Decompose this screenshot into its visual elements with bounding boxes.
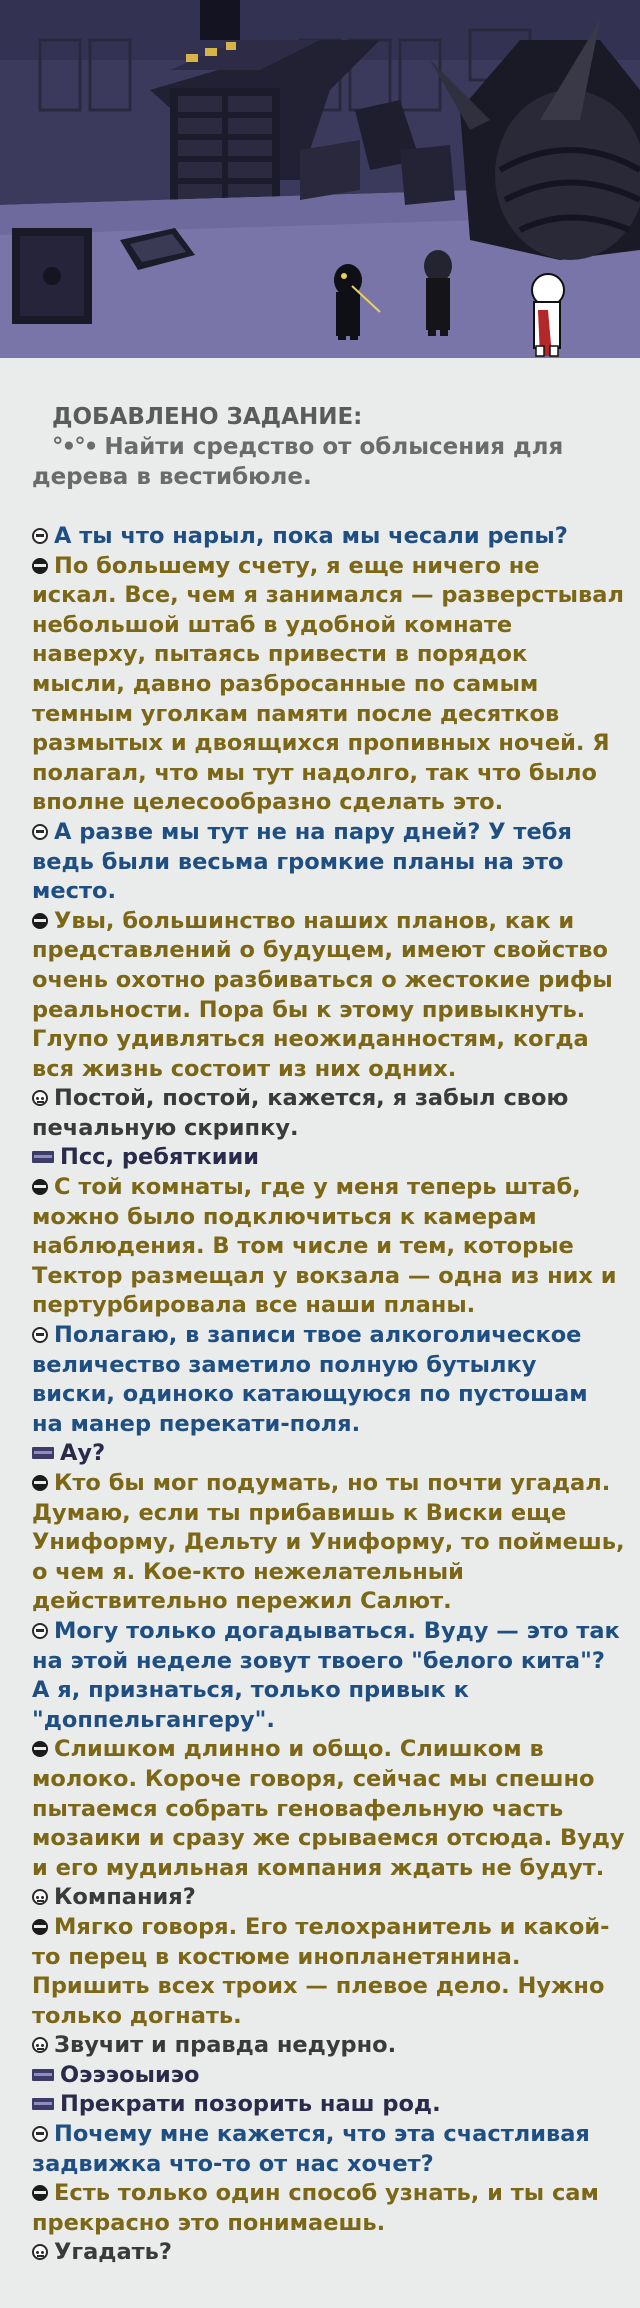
dialog-text: Могу только догадываться. Вуду — это так на этой неделе зовут твоего "белого кита"? А я, признаться, только привык к "доппельгангеру". — [32, 1617, 620, 1733]
dark-face-icon — [32, 1475, 48, 1491]
dialog-line — [32, 1321, 626, 1439]
dialog-lines — [32, 522, 626, 2268]
dialog-line — [32, 2061, 626, 2091]
dialog-line — [32, 1173, 626, 1321]
dialog-line — [32, 552, 626, 818]
dialog-line — [32, 1469, 626, 1617]
dialog-line — [32, 2238, 626, 2268]
smile-face-icon — [32, 1889, 48, 1905]
computer-icon — [32, 2069, 54, 2081]
dialog-line — [32, 2179, 626, 2238]
dialog-text: Есть только один способ узнать, и ты сам прекрасно это понимаешь. — [32, 2180, 599, 2236]
dialog-line — [32, 522, 626, 552]
dialog-text: Компания? — [54, 1884, 196, 1911]
dialog-log — [0, 358, 640, 2280]
dark-face-icon — [32, 913, 48, 929]
smile-face-icon — [32, 2037, 48, 2053]
dialog-line — [32, 1735, 626, 1883]
dialog-text: Кто бы мог подумать, но ты почти угадал. Думаю, если ты прибавишь к Виски еще Униформу, Дельту и Униформу, то поймешь, о чем я. Кое-кто нежелательный действительно пережил Салют. — [32, 1470, 625, 1615]
dialog-line — [32, 1617, 626, 1735]
dialog-line — [32, 1084, 626, 1143]
dialog-text: Полагаю, в записи твое алкоголическое величество заметило полную бутылку виски, одиноко катающуюся по пустошам на манер перекати-поля. — [32, 1322, 588, 1437]
dialog-line — [32, 2120, 626, 2179]
dialog-line — [32, 1913, 626, 2031]
task-bullet: °•°• — [52, 434, 97, 460]
task-text: Найти средство от облысения для дерева в вестибюле. — [32, 434, 564, 490]
dark-face-icon — [32, 1179, 48, 1195]
dialog-text: А разве мы тут не на пару дней? У тебя ведь были весьма громкие планы на это место. — [32, 818, 572, 905]
dialog-text: Оэээоыиэо — [60, 2061, 200, 2088]
dark-face-icon — [32, 2185, 48, 2201]
computer-icon — [32, 2098, 54, 2110]
shades-face-icon — [32, 528, 48, 544]
dialog-line — [32, 1883, 626, 1913]
dialog-line — [32, 1439, 626, 1469]
dialog-text: Звучит и правда недурно. — [54, 2032, 397, 2059]
dark-face-icon — [32, 558, 48, 574]
dialog-text: А ты что нарыл, пока мы чесали репы? — [54, 523, 568, 549]
shades-face-icon — [32, 1327, 48, 1343]
dialog-text: Псс, ребяткиии — [60, 1144, 260, 1171]
computer-icon — [32, 1447, 54, 1459]
dialog-text: С той комнаты, где у меня теперь штаб, можно было подключиться к камерам наблюдения. В том числе и тем, которые Тектор размещал у вокзала — одна из них и пертурбировала все наши планы. — [32, 1174, 617, 1319]
dialog-text: Ау? — [60, 1440, 106, 1467]
task-description — [32, 432, 626, 492]
task-heading: ДОБАВЛЕНО ЗАДАНИЕ: — [52, 404, 363, 430]
dialog-text: Угадать? — [54, 2239, 172, 2266]
dialog-text: По большему счету, я еще ничего не искал. Все, чем я занимался — разверстывал небольшой штаб в удобной комнате наверху, пытаясь привести в порядок мысли, давно разбросанные по самым темным уголкам памяти после десятков размытых и двоящихся пропивных ночей. Я полагал, что мы тут надолго, так что было вполне целесообразно сделать это. — [32, 552, 624, 816]
dialog-text: Увы, большинство наших планов, как и представлений о будущем, имеют свойство очень охотно разбиваться о жестокие рифы реальности. Пора бы к этому привыкнуть. Глупо удивляться неожиданностям, когда вся жизнь состоит из них одних. — [32, 907, 613, 1082]
dialog-text: Мягко говоря. Его телохранитель и какой-то перец в костюме инопланетянина. Пришить всех троих — плевое дело. Нужно только догнать. — [32, 1913, 610, 2029]
dialog-line — [32, 1143, 626, 1173]
shades-face-icon — [32, 1623, 48, 1639]
smile-face-icon — [32, 2244, 48, 2260]
shades-face-icon — [32, 2126, 48, 2142]
game-scene-illustration — [0, 0, 640, 358]
dialog-line — [32, 907, 626, 1085]
dialog-text: Слишком длинно и общо. Слишком в молоко. Короче говоря, сейчас мы спешно пытаемся собрать геновафельную часть мозаики и сразу же срываемся отсюда. Вуду и его мудильная компания ждать не будут. — [32, 1736, 625, 1881]
dark-face-icon — [32, 1741, 48, 1757]
dialog-text: Постой, постой, кажется, я забыл свою печальную скрипку. — [32, 1085, 569, 1141]
computer-icon — [32, 1151, 54, 1163]
dialog-line — [32, 2031, 626, 2061]
smile-face-icon — [32, 1090, 48, 1106]
dialog-text: Прекрати позорить наш род. — [60, 2091, 441, 2118]
shades-face-icon — [32, 824, 48, 840]
dark-face-icon — [32, 1919, 48, 1935]
dialog-line — [32, 818, 626, 907]
dialog-text: Почему мне кажется, что эта счастливая задвижка что-то от нас хочет? — [32, 2121, 590, 2177]
dialog-line — [32, 2090, 626, 2120]
